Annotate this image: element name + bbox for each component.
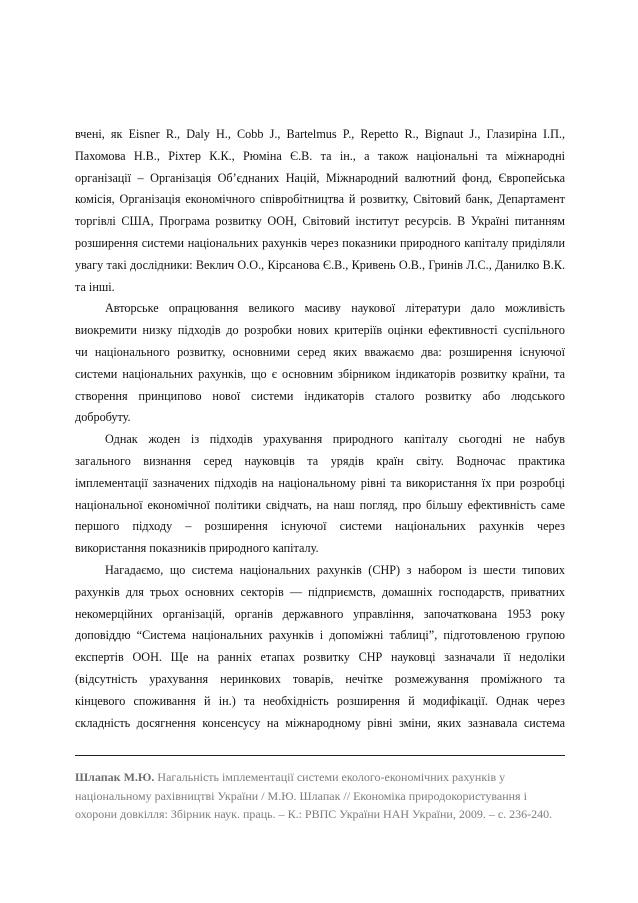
text-line: складність досягнення консенсусу на міжнародному рівні зміни, яких зазнавала система	[75, 715, 565, 730]
text-line: добробуту.	[75, 410, 131, 425]
text-line: (відсутність урахування неринкових товарів, нечітке розмежування проміжного та	[75, 671, 565, 686]
footer-divider	[75, 755, 565, 756]
text-line: імплементації зазначених підходів на національному рівні та використання їх при розробці	[75, 475, 565, 490]
citation-line	[75, 768, 565, 787]
text-line: торгівлі США, Програма розвитку ООН, Світовий інститут ресурсів. В Україні питанням	[75, 214, 565, 229]
text-line: некомерційних організацій, органів державного управління, започаткована 1953 року	[75, 606, 565, 621]
paragraph-first-line: Авторське опрацювання великого масиву наукової літератури дало можливість	[105, 301, 565, 316]
text-line: загального визнання серед науковців та урядів країн світу. Водночас практика	[75, 453, 565, 468]
text-line: створення принципово нової системи індикаторів сталого розвитку або людського	[75, 388, 565, 403]
citation-author: Шлапак М.Ю.	[75, 770, 155, 784]
citation-line: охорони довкілля: Збірник наук. праць. – К.: РВПС України НАН України, 2009. – с. 236-240.	[75, 807, 553, 821]
text-line: чи національного розвитку, основними серед яких вважаємо два: розширення існуючої	[75, 344, 565, 359]
text-line: Пахомова Н.В., Ріхтер К.К., Рюміна Є.В. та ін., а також національні та міжнародні	[75, 148, 565, 163]
paragraph-first-line: Однак жоден із підходів урахування природного капіталу сьогодні не набув	[105, 432, 565, 447]
text-line: розширення системи національних рахунків через показники природного капіталу приділяли	[75, 235, 565, 250]
text-line: національної економічної політики свідчать, на наш погляд, про більшу ефективність саме	[75, 497, 565, 512]
citation-title: Нагальність імплементації системи еколого-економічних рахунків у	[154, 770, 506, 784]
citation-line: національному рахівництві України / М.Ю. Шлапак // Економіка природокористування і	[75, 788, 527, 803]
text-line: організації – Організація Об’єднаних Націй, Міжнародний валютний фонд, Європейська	[75, 170, 565, 185]
citation-footer	[75, 768, 565, 824]
text-line: доповіддю “Система національних рахунків і допоміжні таблиці”, підготовленою групою	[75, 628, 565, 643]
text-line: першого підходу – розширення існуючої системи національних рахунків через	[75, 519, 565, 534]
text-line: системи національних рахунків, що є основним збірником індикаторів розвитку країни, та	[75, 366, 565, 381]
text-line: та інші.	[75, 279, 115, 294]
text-line: увагу такі дослідники: Веклич О.О., Кірсанова Є.В., Кривень О.В., Гринів Л.С., Данилко В.К.	[75, 257, 565, 272]
text-line: експертів ООН. Ще на ранніх етапах розвитку СНР науковці зазначали її недоліки	[75, 650, 565, 665]
text-line: кінцевого споживання й ін.) та необхідність розширення й модифікації. Однак через	[75, 693, 565, 708]
text-line: комісія, Організація економічного співробітництва й розвитку, Світовий банк, Департамент	[75, 192, 565, 207]
text-line: вчені, як Eisner R., Daly H., Cobb J., Bartelmus P., Repetto R., Bignaut J., Глазиріна І.П.,	[75, 127, 565, 141]
text-line: виокремити низку підходів до розробки нових критеріїв оцінки ефективності суспільного	[75, 323, 565, 338]
text-line: використання показників природного капіталу.	[75, 541, 319, 556]
body-text	[75, 124, 565, 734]
paragraph-first-line: Нагадаємо, що система національних рахунків (СНР) з набором із шести типових	[105, 562, 565, 577]
text-line: рахунків для трьох основних секторів — підприємств, домашніх господарств, приватних	[75, 584, 565, 599]
